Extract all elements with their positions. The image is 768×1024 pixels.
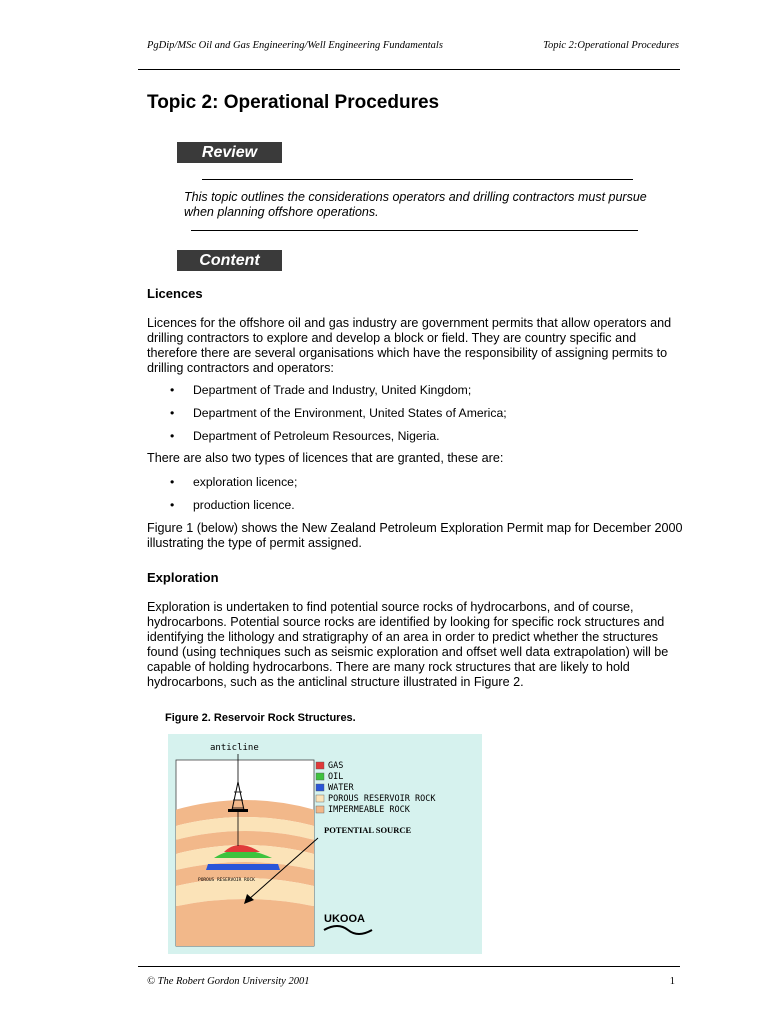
exploration-heading: Exploration: [147, 570, 219, 585]
review-rule-bottom: [191, 230, 638, 231]
list-item: • exploration licence;: [170, 475, 298, 489]
legend-swatch-porous: [316, 795, 324, 802]
legend-label-oil: OIL: [328, 772, 344, 782]
content-label: Content: [177, 250, 282, 271]
potential-source-label: POTENTIAL SOURCE: [324, 825, 412, 835]
organisations-list: [170, 383, 507, 452]
list-item: • Department of Trade and Industry, United Kingdom;: [170, 383, 472, 397]
licences-heading: Licences: [147, 286, 203, 301]
legend-swatch-gas: [316, 762, 324, 769]
svg-text:UKOOA: UKOOA: [324, 913, 365, 925]
legend-swatch-water: [316, 784, 324, 791]
legend-label-water: WATER: [328, 783, 354, 793]
page-number: 1: [669, 976, 675, 987]
layer-source: [168, 899, 322, 954]
list-item: • Department of Petroleum Resources, Nigeria.: [170, 429, 440, 443]
page-footer: [147, 976, 675, 987]
licences-paragraph: Licences for the offshore oil and gas industry are government permits that allow operators and drilling contractors to explore and develop a block or field. They are country specific and therefore there are several organisations which have the responsibility of assigning permits to drilling contractors and operators:: [147, 316, 672, 375]
list-item: • Department of the Environment, United States of America;: [170, 406, 507, 420]
review-text: This topic outlines the considerations operators and drilling contractors must pursue when planning offshore operations.: [184, 190, 647, 219]
legend-label-gas: GAS: [328, 761, 344, 771]
list-item: • production licence.: [170, 498, 295, 512]
running-header: [147, 40, 679, 51]
rock-layers: [168, 800, 322, 954]
diagram-title: anticline: [210, 743, 259, 753]
review-label: Review: [177, 142, 282, 163]
figure1-paragraph: Figure 1 (below) shows the New Zealand Petroleum Exploration Permit map for December 2000 illustrating the type of permit assigned.: [147, 521, 683, 550]
legend-swatch-impermeable: [316, 806, 324, 813]
header-topic: Topic 2:Operational Procedures: [543, 40, 679, 51]
legend-label-impermeable: IMPERMEABLE ROCK: [328, 805, 410, 815]
legend-swatch-oil: [316, 773, 324, 780]
exploration-paragraph: Exploration is undertaken to find potential source rocks of hydrocarbons, and of course, hydrocarbons. Potential source rocks are identified by looking for specific rock structures and identifying the lithology and stratigraphy of an area in order to predict whether the structures found (using techniques such as seismic exploration and offset well data extrapolation) will be capable of holding hydrocarbons. There are many rock structures that are likely to hold hydrocarbons, such as the anticlinal structure illustrated in Figure 2.: [147, 600, 669, 689]
header-rule: [138, 69, 680, 70]
legend-label-porous: POROUS RESERVOIR ROCK: [328, 794, 436, 804]
footer-rule: [138, 966, 680, 967]
footer-copyright: © The Robert Gordon University 2001: [147, 976, 310, 987]
header-course: PgDip/MSc Oil and Gas Engineering/Well Engineering Fundamentals: [147, 40, 443, 51]
licence-types-list: [170, 475, 297, 521]
reservoir-label: POROUS RESERVOIR ROCK: [198, 878, 255, 883]
review-rule-top: [202, 179, 633, 180]
reservoir-rock-diagram: [168, 734, 482, 954]
page-title: Topic 2: Operational Procedures: [147, 92, 440, 113]
trap-water: [206, 864, 280, 870]
licence-types-intro: There are also two types of licences that are granted, these are:: [147, 451, 504, 465]
figure2-caption: Figure 2. Reservoir Rock Structures.: [165, 712, 356, 724]
